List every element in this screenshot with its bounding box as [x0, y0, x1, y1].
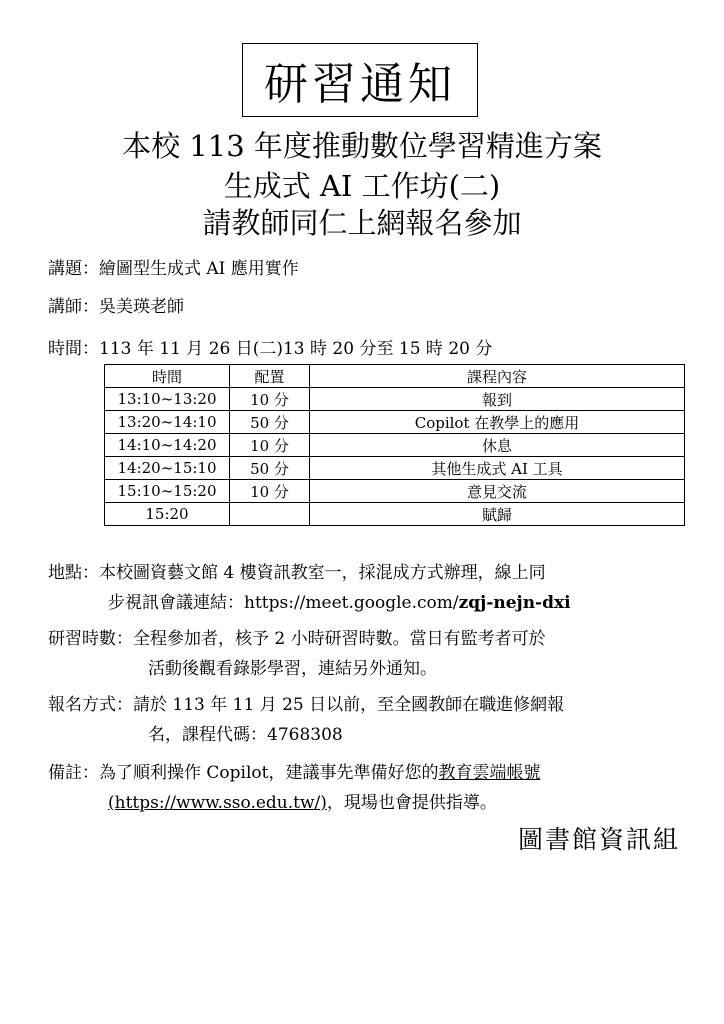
- note-line1-prefix: 為了順利操作 Copilot，建議事先準備好您的: [99, 763, 439, 783]
- hours-line2: 活動後觀看錄影學習，連結另外通知。: [148, 659, 437, 679]
- topic-value: 繪圖型生成式 AI 應用實作: [99, 259, 299, 279]
- edu-cloud-account-link[interactable]: 教育雲端帳號: [438, 763, 541, 783]
- note-section: [48, 758, 540, 818]
- hours-label: 研習時數：: [48, 629, 133, 649]
- cell-content: 賦歸: [310, 503, 685, 526]
- cell-duration: 50 分: [230, 457, 310, 480]
- cell-duration: 10 分: [230, 388, 310, 411]
- table-row: [105, 480, 685, 503]
- time-line: [48, 336, 492, 362]
- cell-duration: [230, 503, 310, 526]
- cell-duration: 10 分: [230, 434, 310, 457]
- table-row: [105, 434, 685, 457]
- registration-line1: 請於 113 年 11 月 25 日以前，至全國教師在職進修網報: [133, 695, 565, 715]
- topic-label: 講題：: [48, 259, 99, 279]
- table-row: [105, 503, 685, 526]
- hours-section: [48, 624, 546, 684]
- cell-content: 其他生成式 AI 工具: [310, 457, 685, 480]
- table-row: [105, 411, 685, 434]
- signature: 圖書館資訊組: [517, 825, 680, 854]
- registration-line2: 名，課程代碼：4768308: [148, 725, 343, 745]
- cell-time: 15:20: [105, 503, 230, 526]
- cell-duration: 50 分: [230, 411, 310, 434]
- cell-content: 休息: [310, 434, 685, 457]
- header-time: 時間: [105, 365, 230, 388]
- cell-content: Copilot 在教學上的應用: [310, 411, 685, 434]
- cell-time: 13:20~14:10: [105, 411, 230, 434]
- cell-content: 意見交流: [310, 480, 685, 503]
- meet-link-code[interactable]: zqj-nejn-dxi: [458, 593, 571, 613]
- cell-time: 13:10~13:20: [105, 388, 230, 411]
- hours-line1: 全程參加者，核予 2 小時研習時數。當日有監考者可於: [133, 629, 546, 649]
- time-label: 時間：: [48, 339, 99, 359]
- heading-workshop: 生成式 AI 工作坊(二): [223, 169, 501, 203]
- location-label: 地點：: [48, 563, 99, 583]
- registration-section: [48, 690, 564, 750]
- topic-line: [48, 256, 299, 282]
- cell-time: 14:10~14:20: [105, 434, 230, 457]
- heading-program: 本校 113 年度推動數位學習精進方案: [122, 129, 602, 163]
- time-value: 113 年 11 月 26 日(二)13 時 20 分至 15 時 20 分: [99, 339, 493, 359]
- note-line2-suffix: ，現場也會提供指導。: [326, 793, 497, 813]
- cell-time: 15:10~15:20: [105, 480, 230, 503]
- schedule-header-row: [105, 365, 685, 388]
- speaker-line: [48, 294, 184, 320]
- location-line2-prefix: 步視訊會議連結：https://meet.google.com/: [108, 593, 459, 613]
- cell-time: 14:20~15:10: [105, 457, 230, 480]
- cell-duration: 10 分: [230, 480, 310, 503]
- header-content: 課程內容: [310, 365, 685, 388]
- schedule-table: [104, 364, 685, 526]
- notice-banner: 研習通知: [242, 43, 478, 117]
- registration-label: 報名方式：: [48, 695, 133, 715]
- header-duration: 配置: [230, 365, 310, 388]
- location-section: [48, 558, 571, 618]
- heading-invitation: 請教師同仁上網報名參加: [202, 206, 522, 240]
- table-row: [105, 457, 685, 480]
- table-row: [105, 388, 685, 411]
- location-line1: 本校圖資藝文館 4 樓資訊教室一，採混成方式辦理，線上同: [99, 563, 546, 583]
- speaker-value: 吳美瑛老師: [99, 297, 184, 317]
- note-label: 備註：: [48, 763, 99, 783]
- sso-url-link[interactable]: (https://www.sso.edu.tw/): [108, 793, 327, 813]
- cell-content: 報到: [310, 388, 685, 411]
- speaker-label: 講師：: [48, 297, 99, 317]
